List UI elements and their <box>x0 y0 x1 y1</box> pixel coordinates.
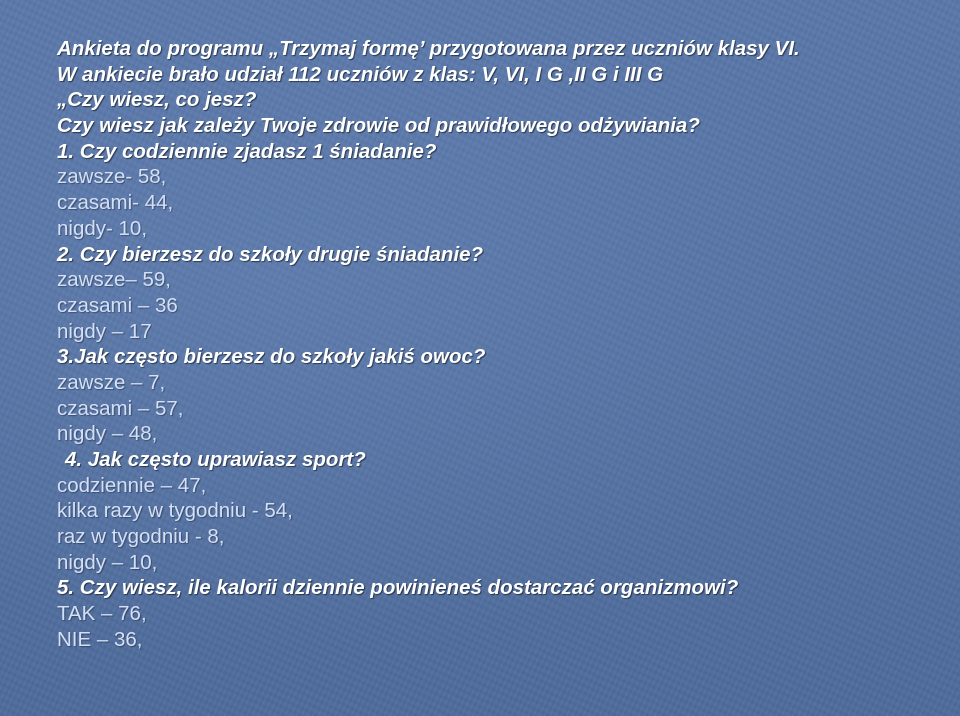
slide-text-body <box>57 36 947 653</box>
answer-line: nigdy – 10, <box>57 550 158 574</box>
question-2: 2. Czy bierzesz do szkoły drugie śniadanie? <box>57 242 484 266</box>
intro-question-line: Czy wiesz jak zależy Twoje zdrowie od prawidłowego odżywiania? <box>57 114 700 138</box>
answer-line: zawsze– 59, <box>57 268 171 292</box>
answer-line: zawsze- 58, <box>57 165 167 189</box>
answer-line: raz w tygodniu - 8, <box>57 525 225 549</box>
answer-line: zawsze – 7, <box>57 370 166 394</box>
participants-line: W ankiecie brało udział 112 uczniów z klas: V, VI, I G ,II G i III G <box>57 62 664 86</box>
answer-line: TAK – 76, <box>57 602 147 626</box>
answer-line: nigdy – 48, <box>57 422 158 446</box>
answer-line: NIE – 36, <box>57 627 143 651</box>
question-3: 3.Jak często bierzesz do szkoły jakiś owoc? <box>57 345 486 369</box>
answer-line: czasami – 36 <box>57 293 178 317</box>
answer-line: codziennie – 47, <box>57 473 207 497</box>
answer-line: nigdy- 10, <box>57 216 148 240</box>
answer-line: kilka razy w tygodniu - 54, <box>57 499 293 523</box>
answer-line: czasami- 44, <box>57 191 174 215</box>
answer-line: nigdy – 17 <box>57 319 152 343</box>
question-4: 4. Jak często uprawiasz sport? <box>65 448 366 471</box>
survey-title-line: Ankieta do programu „Trzymaj formę’ przygotowana przez uczniów klasy VI. <box>57 37 800 60</box>
question-5: 5. Czy wiesz, ile kalorii dziennie powinieneś dostarczać organizmowi? <box>57 576 739 600</box>
question-1: 1. Czy codziennie zjadasz 1 śniadanie? <box>57 139 437 163</box>
answer-line: czasami – 57, <box>57 396 184 420</box>
subtitle-line: „Czy wiesz, co jesz? <box>57 88 257 112</box>
